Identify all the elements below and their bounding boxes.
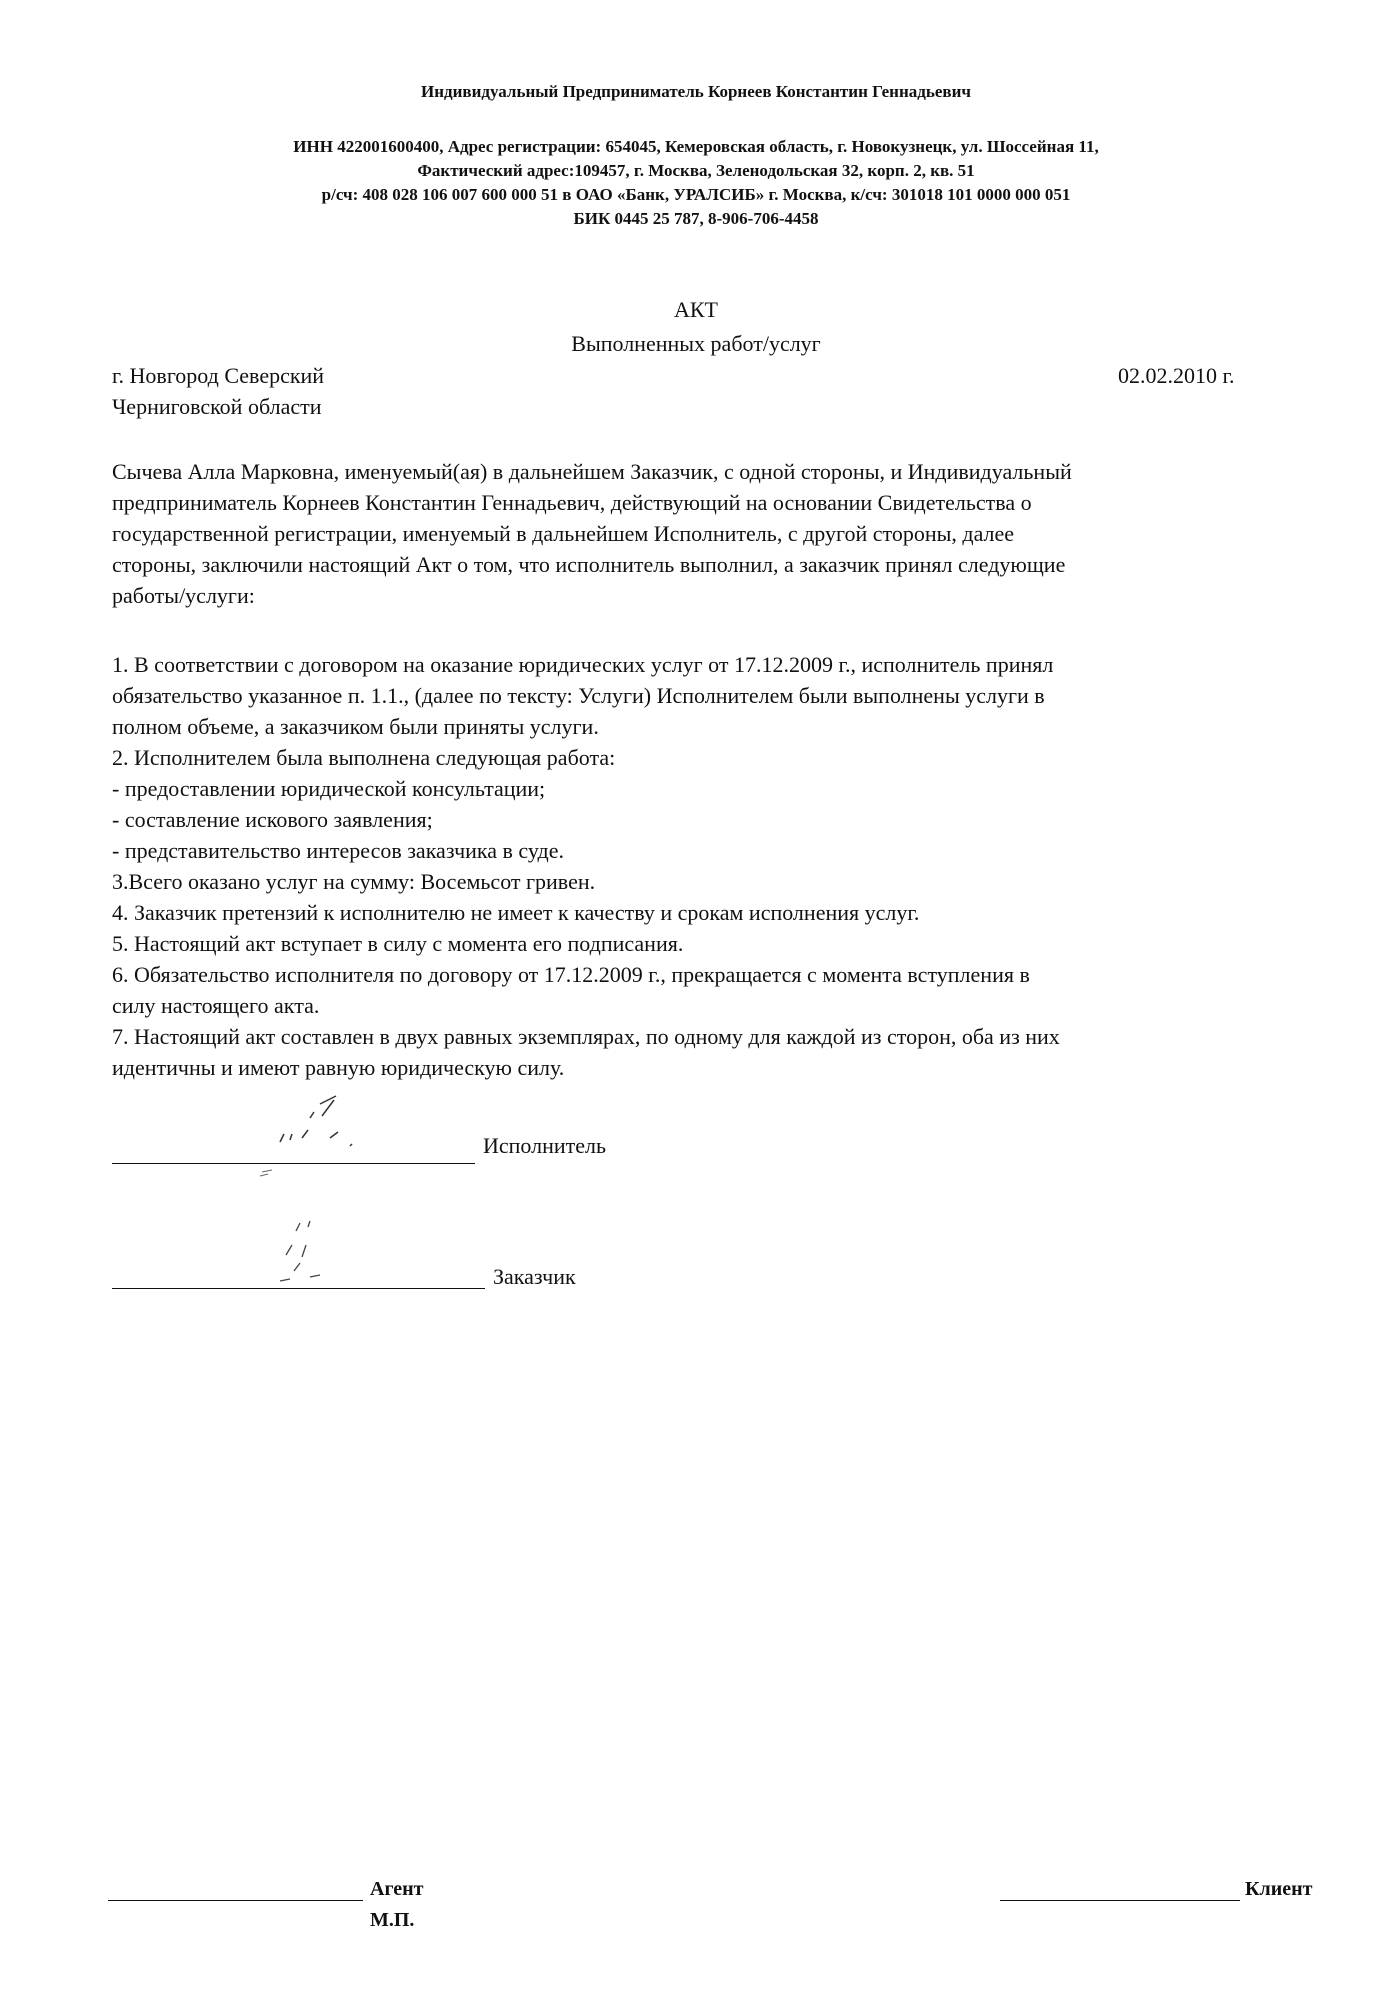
- document-subtitle: Выполненных работ/услуг: [571, 331, 821, 356]
- customer-signature-line: [112, 1288, 485, 1289]
- stamp-label: М.П.: [370, 1909, 415, 1931]
- preamble-line: Сычева Алла Марковна, именуемый(ая) в дальнейшем Заказчик, с одной стороны, и Индивидуальный: [112, 459, 1072, 484]
- preamble-line: государственной регистрации, именуемый в дальнейшем Исполнитель, с другой стороны, далее: [112, 521, 1015, 546]
- preamble-line: стороны, заключили настоящий Акт о том, что исполнитель выполнил, а заказчик принял следующие: [112, 552, 1066, 577]
- executor-signature-scribble: [250, 1090, 380, 1180]
- item-line: 4. Заказчик претензий к исполнителю не имеет к качеству и срокам исполнения услуг.: [112, 900, 920, 925]
- item-line: 6. Обязательство исполнителя по договору от 17.12.2009 г., прекращается с момента вступления в: [112, 962, 1030, 987]
- header-line-bik: БИК 0445 25 787, 8-906-706-4458: [573, 209, 819, 228]
- customer-label: Заказчик: [493, 1264, 576, 1289]
- header-line-address: Фактический адрес:109457, г. Москва, Зеленодольская 32, корп. 2, кв. 51: [417, 161, 975, 180]
- preamble-line: предприниматель Корнеев Константин Геннадьевич, действующий на основании Свидетельства о: [112, 490, 1032, 515]
- customer-signature-scribble: [250, 1215, 370, 1295]
- preamble-line: работы/услуги:: [112, 583, 255, 608]
- executor-label: Исполнитель: [483, 1133, 607, 1158]
- item-line: обязательство указанное п. 1.1., (далее по тексту: Услуги) Исполнителем были выполнены услуги в: [112, 683, 1045, 708]
- client-signature-line: [1000, 1900, 1240, 1901]
- document-date: 02.02.2010 г.: [1118, 363, 1235, 388]
- place-city: г. Новгород Северский: [112, 363, 325, 388]
- agent-label: Агент: [370, 1878, 424, 1900]
- place-region: Черниговской области: [112, 394, 322, 419]
- item-line: - представительство интересов заказчика в суде.: [112, 838, 564, 863]
- entrepreneur-name: Индивидуальный Предприниматель Корнеев Константин Геннадьевич: [421, 82, 971, 101]
- item-line: - предоставлении юридической консультации;: [112, 776, 546, 801]
- agent-signature-line: [108, 1900, 363, 1901]
- executor-signature-line: [112, 1163, 475, 1164]
- client-label: Клиент: [1245, 1878, 1313, 1900]
- act-items: [112, 649, 1342, 1083]
- document-title: АКТ: [674, 297, 718, 322]
- preamble: [112, 456, 1342, 611]
- item-line: полном объеме, а заказчиком были приняты услуги.: [112, 714, 599, 739]
- item-line: - составление искового заявления;: [112, 807, 433, 832]
- item-line: 1. В соответствии с договором на оказание юридических услуг от 17.12.2009 г., исполнитель принял: [112, 652, 1054, 677]
- item-line: 7. Настоящий акт составлен в двух равных экземплярах, по одному для каждой из сторон, оба из них: [112, 1024, 1060, 1049]
- item-line: идентичны и имеют равную юридическую силу.: [112, 1055, 565, 1080]
- item-line: 3.Всего оказано услуг на сумму: Восемьсот гривен.: [112, 869, 596, 894]
- header-line-bank: р/сч: 408 028 106 007 600 000 51 в ОАО «Банк, УРАЛСИБ» г. Москва, к/сч: 301018 101 0000 000 051: [321, 185, 1071, 204]
- header-line-inn: ИНН 422001600400, Адрес регистрации: 654045, Кемеровская область, г. Новокузнецк, ул. Шоссейная 11,: [293, 137, 1099, 156]
- item-line: 2. Исполнителем была выполнена следующая работа:: [112, 745, 616, 770]
- item-line: 5. Настоящий акт вступает в силу с момента его подписания.: [112, 931, 684, 956]
- item-line: силу настоящего акта.: [112, 993, 320, 1018]
